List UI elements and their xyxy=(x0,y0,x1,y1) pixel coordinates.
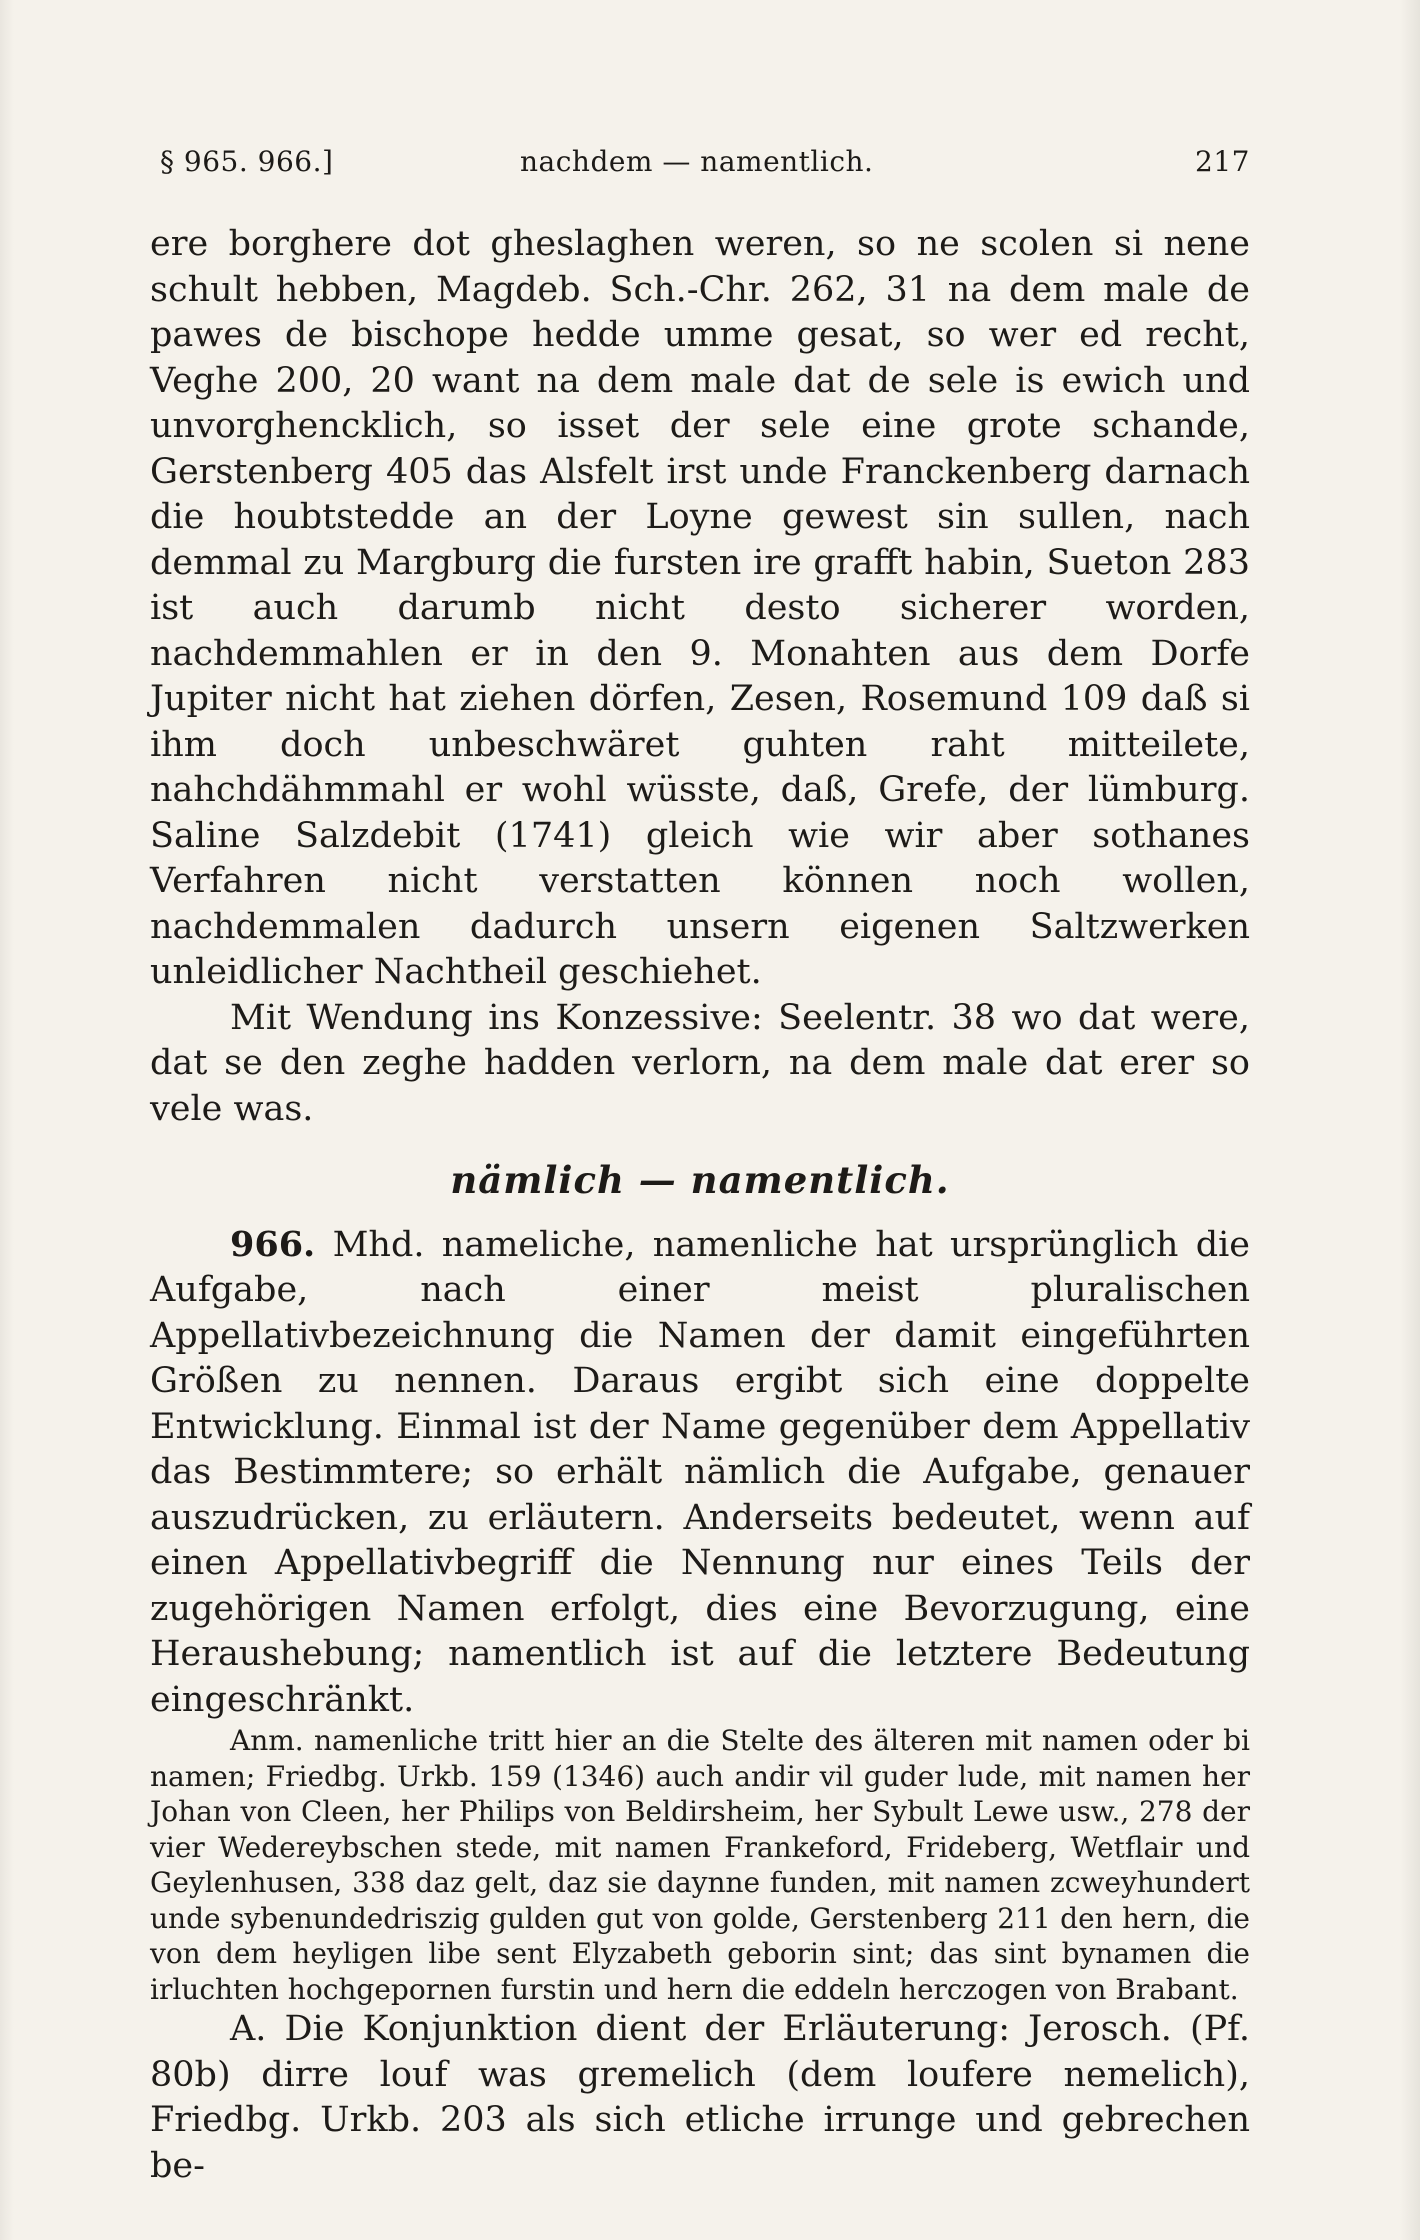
paragraph-A: A. Die Konjunktion dient der Erläuterung: Jerosch. (Pf. 80b) dirre louf was gremelich (dem loufere nemelich), Friedbg. Urkb. 203 als sich etliche irrunge und gebrechen be- xyxy=(150,2009,1250,2186)
note-label: Anm. xyxy=(230,1724,304,1757)
paragraph-966 xyxy=(150,1222,1250,1724)
page-body xyxy=(150,222,1250,2189)
section-number: 966. xyxy=(230,1223,316,1265)
paragraph-concessive: Mit Wendung ins Konzessive: Seelentr. 38 wo dat were, dat se den zeghe hadden verlorn, na dem male dat erer so vele was. xyxy=(150,997,1250,1129)
note-text: namenliche tritt hier an die Stelte des älteren mit namen oder bi namen; Friedbg. Urkb. 159 (1346) auch andir vil guder lude, mit namen her Johan von Cleen, her Philips von Beldirsheim, her Sybult Lewe usw., 278 der vier Wedereybschen stede, mit namen Frankeford, Frideberg, Wetflair und Geylenhusen, 338 daz gelt, daz sie daynne funden, mit namen zcweyhundert unde sybenundedriszig gulden gut von golde, Gerstenberg 211 den hern, die von dem heyligen libe sent Elyzabeth geborin sint; das sint bynamen die irluchten hochgepornen furstin und hern die eddeln herczogen von Brabant. xyxy=(150,1724,1250,2006)
page-number: 217 xyxy=(1195,145,1250,178)
section-reference: § 965. 966.] xyxy=(160,145,334,178)
footnote-annotation xyxy=(150,1723,1250,2007)
running-title: nachdem — namentlich. xyxy=(520,145,874,178)
paragraph-966-text: Mhd. nameliche, namenliche hat ursprünglich die Aufgabe, nach einer meist pluralischen Appellativbezeichnung die Namen der damit eingeführten Größen zu nennen. Daraus ergibt sich eine doppelte Entwicklung. Einmal ist der Name gegenüber dem Appellativ das Bestimmtere; so erhält nämlich die Aufgabe, genauer auszudrücken, zu erläutern. Anderseits bedeutet, wenn auf einen Appellativbegriff die Nennung nur eines Teils der zugehörigen Namen erfolgt, dies eine Bevorzugung, eine Heraushebung; namentlich ist auf die letztere Bedeutung eingeschränkt. xyxy=(150,1224,1250,1720)
section-heading: nämlich — namentlich. xyxy=(450,1158,950,1202)
paragraph-top: ere borghere dot gheslaghen weren, so ne scolen si nene schult hebben, Magdeb. Sch.-Chr. 262, 31 na dem male de pawes de bischope hedde umme gesat, so wer ed recht, Veghe 200, 20 want na dem male dat de sele is ewich und unvorghencklich, so isset der sele eine grote schande, Gerstenberg 405 das Alsfelt irst unde Franckenberg darnach die houbtstedde an der Loyne gewest sin sullen, nach demmal zu Margburg die fursten ire grafft habin, Sueton 283 ist auch darumb nicht desto sicherer worden, nachdemmahlen er in den 9. Monahten aus dem Dorfe Jupiter nicht hat ziehen dörfen, Zesen, Rosemund 109 daß si ihm doch unbeschwäret guhten raht mitteilete, nahchdähmmahl er wohl wüsste, daß, Grefe, der lümburg. Saline Salzdebit (1741) gleich wie wir aber sothanes Verfahren nicht verstatten können noch wollen, nachdemmalen dadurch unsern eigenen Saltzwerken unleidlicher Nachtheil geschiehet. xyxy=(150,224,1250,992)
